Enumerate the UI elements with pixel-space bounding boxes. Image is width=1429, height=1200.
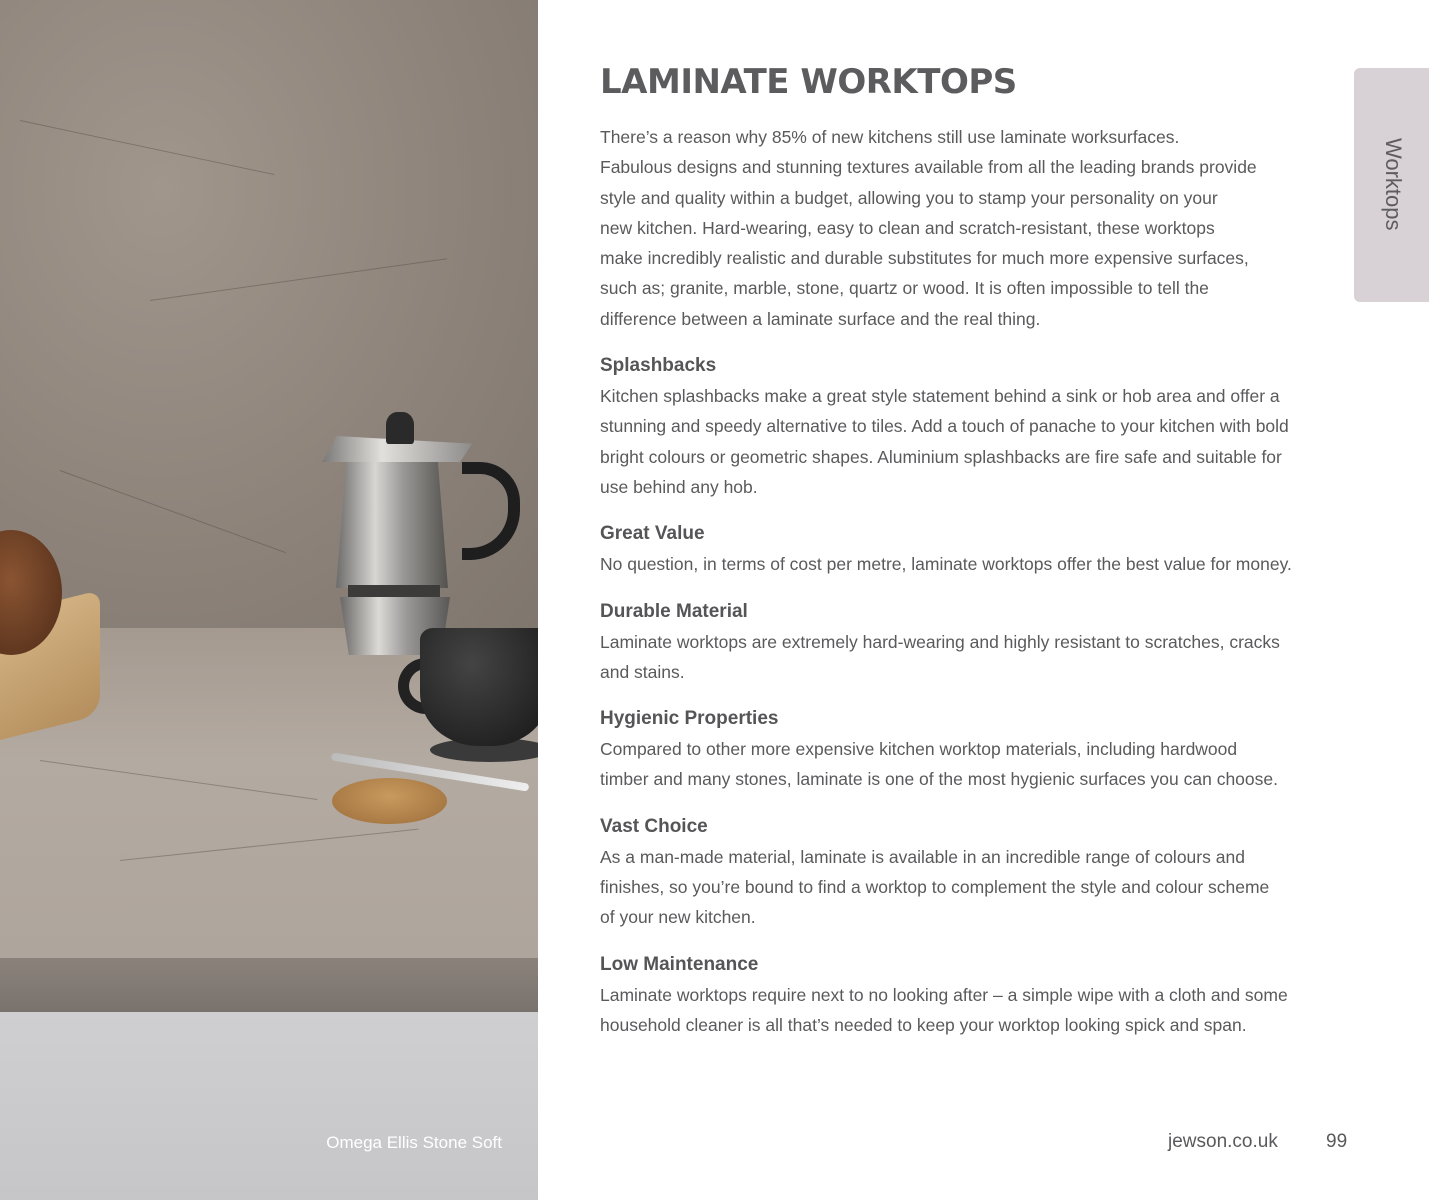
- paragraph-line: Fabulous designs and stunning textures available from all the leading brands provide: [600, 157, 1257, 178]
- paragraph-line: There’s a reason why 85% of new kitchens still use laminate worksurfaces.: [600, 127, 1180, 147]
- section-great-value: [600, 518, 1320, 579]
- paragraph-line: style and quality within a budget, allowing you to stamp your personality on your: [600, 187, 1218, 208]
- coffee-pot-waist: [348, 585, 440, 599]
- paragraph-line: of your new kitchen.: [600, 907, 756, 928]
- paragraph-line: As a man-made material, laminate is available in an incredible range of colours and: [600, 846, 1245, 867]
- section-tab-label: Worktops: [1381, 138, 1406, 231]
- section-heading: Durable Material: [600, 600, 748, 622]
- website-link[interactable]: jewson.co.uk: [1168, 1131, 1278, 1152]
- article-body: [600, 122, 1320, 1040]
- coffee-cup: [420, 628, 538, 746]
- section-heading: Low Maintenance: [600, 953, 759, 975]
- page-number: 99: [1326, 1131, 1348, 1152]
- paragraph-line: use behind any hob.: [600, 476, 758, 497]
- worktop-edge: [0, 958, 538, 1012]
- section-heading: Vast Choice: [600, 815, 708, 837]
- paragraph-line: new kitchen. Hard-wearing, easy to clean and scratch-resistant, these worktops: [600, 217, 1215, 238]
- paragraph-line: finishes, so you’re bound to find a worktop to complement the style and colour scheme: [600, 877, 1270, 898]
- paragraph-line: Laminate worktops require next to no looking after – a simple wipe with a cloth and some: [600, 984, 1288, 1005]
- paragraph-line: household cleaner is all that’s needed to keep your worktop looking spick and span.: [600, 1014, 1247, 1035]
- paragraph-line: and stains.: [600, 661, 685, 682]
- section-durable-material: [600, 596, 1320, 688]
- paragraph-line: difference between a laminate surface and the real thing.: [600, 308, 1041, 329]
- section-heading: Splashbacks: [600, 355, 717, 377]
- paragraph-line: such as; granite, marble, stone, quartz or wood. It is often impossible to tell the: [600, 278, 1209, 299]
- coffee-pot-knob: [386, 412, 414, 444]
- kitchen-photo: [0, 0, 538, 1200]
- paragraph-line: timber and many stones, laminate is one of the most hygienic surfaces you can choose.: [600, 769, 1278, 790]
- page-title: LAMINATE WORKTOPS: [600, 62, 1017, 102]
- paragraph-line: No question, in terms of cost per metre, laminate worktops offer the best value for money.: [600, 554, 1292, 575]
- wall-backdrop: [0, 0, 538, 630]
- section-splashbacks: [600, 350, 1320, 502]
- section-vast-choice: [600, 811, 1320, 933]
- section-heading: Great Value: [600, 523, 705, 545]
- cabinet-front: [0, 1012, 538, 1200]
- paragraph-line: bright colours or geometric shapes. Aluminium splashbacks are fire safe and suitable for: [600, 446, 1282, 467]
- section-tab-worktops[interactable]: [1354, 68, 1429, 302]
- coffee-pot: [336, 448, 448, 588]
- section-low-maintenance: [600, 949, 1320, 1041]
- section-hygienic-properties: [600, 703, 1320, 795]
- paragraph-line: Compared to other more expensive kitchen worktop materials, including hardwood: [600, 739, 1238, 760]
- paragraph-line: make incredibly realistic and durable substitutes for much more expensive surfaces,: [600, 248, 1249, 269]
- paragraph-line: Kitchen splashbacks make a great style statement behind a sink or hob area and offer a: [600, 386, 1280, 407]
- intro-paragraph: [600, 122, 1320, 334]
- paragraph-line: stunning and speedy alternative to tiles. Add a touch of panache to your kitchen with bold: [600, 416, 1289, 437]
- paragraph-line: Laminate worktops are extremely hard-wearing and highly resistant to scratches, cracks: [600, 631, 1280, 652]
- section-heading: Hygienic Properties: [600, 708, 779, 730]
- photo-caption: Omega Ellis Stone Soft: [326, 1133, 502, 1152]
- cookie: [332, 778, 447, 824]
